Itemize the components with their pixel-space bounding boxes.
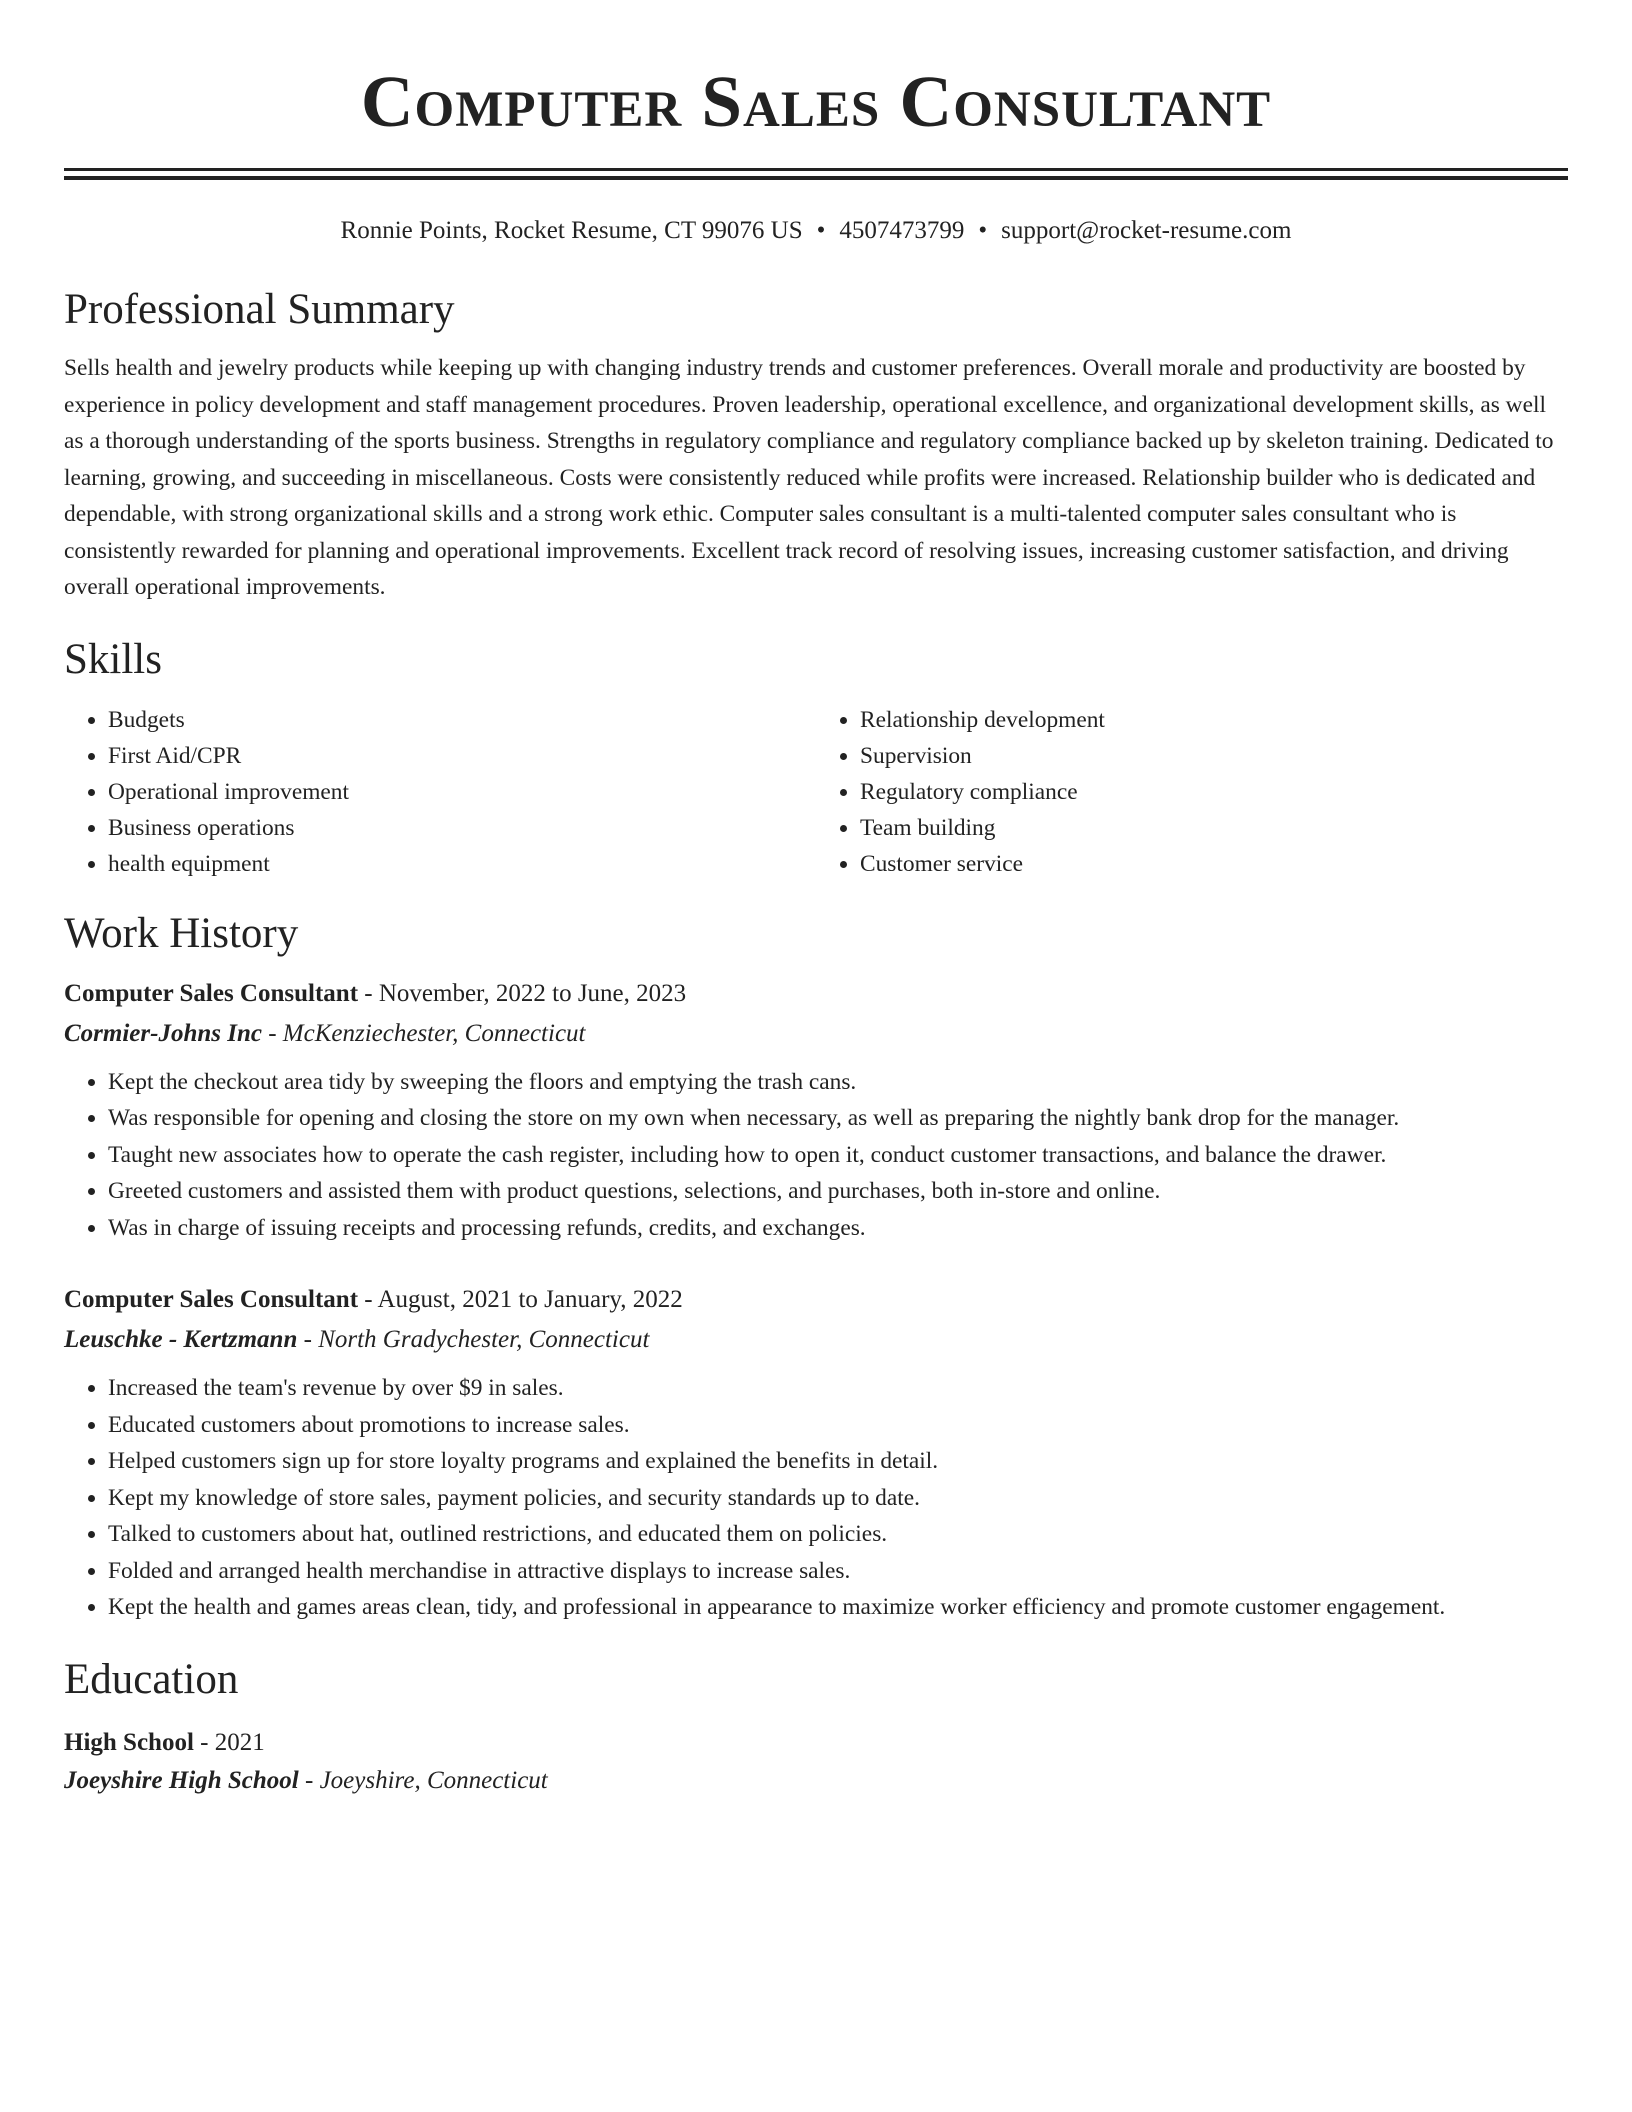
job-header: Computer Sales Consultant - August, 2021 to January, 2022 xyxy=(64,1286,683,1313)
education-year: 2021 xyxy=(214,1728,265,1756)
education-header: High School - 2021 xyxy=(64,1728,265,1756)
job-duties xyxy=(64,1370,1568,1626)
education-school-line: Joeyshire High School - Joeyshire, Connecticut xyxy=(64,1766,548,1794)
skill-item: • Supervision xyxy=(860,738,1568,774)
job-dates: November, 2022 to June, 2023 xyxy=(378,979,687,1007)
contact-separator: • xyxy=(978,217,988,244)
skill-item: • Operational improvement xyxy=(108,774,816,810)
job-duty: • Folded and arranged health merchandise in attractive displays to increase sales. xyxy=(108,1553,1568,1590)
job-header: Computer Sales Consultant - November, 2022 to June, 2023 xyxy=(64,979,687,1007)
contact-phone: 4507473799 xyxy=(839,217,965,244)
job-position: Computer Sales Consultant xyxy=(64,979,359,1007)
job-entry xyxy=(64,974,1568,1247)
education-school: Joeyshire High School xyxy=(64,1766,299,1794)
education-location: Joeyshire, Connecticut xyxy=(319,1766,548,1794)
skill-item: • Budgets xyxy=(108,702,816,738)
job-duty: • Kept the health and games areas clean, tidy, and professional in appearance to maximize worker efficiency and promote customer engagement. xyxy=(108,1589,1568,1626)
job-duty: • Helped customers sign up for store loyalty programs and explained the benefits in detail. xyxy=(108,1443,1568,1480)
job-entry xyxy=(64,1280,1568,1626)
job-duty: • Kept the checkout area tidy by sweeping the floors and emptying the trash cans. xyxy=(108,1064,1568,1101)
job-company: Cormier-Johns Inc xyxy=(64,1019,262,1047)
contact-separator: • xyxy=(816,217,826,244)
skills-column-right xyxy=(816,702,1568,882)
contact-address: Ronnie Points, Rocket Resume, CT 99076 US xyxy=(340,217,803,244)
job-duty: • Was responsible for opening and closing the store on my own when necessary, as well as preparing the nightly bank drop for the manager. xyxy=(108,1100,1568,1137)
job-employer: Cormier-Johns Inc - McKenziechester, Connecticut xyxy=(64,1019,586,1047)
skill-item: • Business operations xyxy=(108,810,816,846)
skill-item: • Team building xyxy=(860,810,1568,846)
resume-title: Computer Sales Consultant xyxy=(360,61,1272,142)
education-degree: High School xyxy=(64,1728,194,1756)
job-location: McKenziechester, Connecticut xyxy=(282,1019,586,1047)
job-dates: August, 2021 to January, 2022 xyxy=(377,1286,683,1313)
job-duty: • Greeted customers and assisted them with product questions, selections, and purchases, both in-store and online. xyxy=(108,1173,1568,1210)
job-duty: • Talked to customers about hat, outlined restrictions, and educated them on policies. xyxy=(108,1516,1568,1553)
skills-column-left xyxy=(64,702,816,882)
job-duty: • Taught new associates how to operate the cash register, including how to open it, conduct customer transactions, and balance the drawer. xyxy=(108,1137,1568,1174)
job-position: Computer Sales Consultant xyxy=(64,1286,359,1313)
summary-text: Sells health and jewelry products while keeping up with changing industry trends and customer preferences. Overall morale and productivity are boosted by experience in policy development and staff management procedures. Proven leadership, operational excellence, and organizational development skills, as well as a thorough understanding of the sports business. Strengths in regulatory compliance and regulatory compliance backed up by skeleton training. Dedicated to learning, growing, and succeeding in miscellaneous. Costs were consistently reduced while profits were increased. Relationship builder who is dedicated and dependable, with strong organizational skills and a strong work ethic. Computer sales consultant is a multi-talented computer sales consultant who is consistently rewarded for planning and operational improvements. Excellent track record of resolving issues, increasing customer satisfaction, and driving overall operational improvements. xyxy=(64,355,1554,600)
job-duty: • Kept my knowledge of store sales, payment policies, and security standards up to date. xyxy=(108,1480,1568,1517)
job-employer: Leuschke - Kertzmann - North Gradychester, Connecticut xyxy=(64,1326,650,1353)
skill-item: • Customer service xyxy=(860,846,1568,882)
skill-item: • First Aid/CPR xyxy=(108,738,816,774)
job-duty: • Educated customers about promotions to increase sales. xyxy=(108,1407,1568,1444)
education-entry xyxy=(64,1724,1568,1800)
education-heading: Education xyxy=(64,1655,239,1703)
job-duty: • Was in charge of issuing receipts and processing refunds, credits, and exchanges. xyxy=(108,1210,1568,1247)
header-divider xyxy=(64,168,1568,180)
job-location: North Gradychester, Connecticut xyxy=(318,1326,650,1353)
skill-item: • health equipment xyxy=(108,846,816,882)
contact-email: support@rocket-resume.com xyxy=(1001,217,1292,244)
job-company: Leuschke - Kertzmann xyxy=(64,1326,298,1353)
skills-list xyxy=(64,702,1568,882)
skills-heading: Skills xyxy=(64,635,162,683)
contact-line xyxy=(64,214,1568,248)
summary-heading: Professional Summary xyxy=(64,286,455,333)
work-history-heading: Work History xyxy=(64,909,299,957)
skill-item: • Regulatory compliance xyxy=(860,774,1568,810)
job-duties xyxy=(64,1064,1568,1247)
job-duty: • Increased the team's revenue by over $9 in sales. xyxy=(108,1370,1568,1407)
skill-item: • Relationship development xyxy=(860,702,1568,738)
